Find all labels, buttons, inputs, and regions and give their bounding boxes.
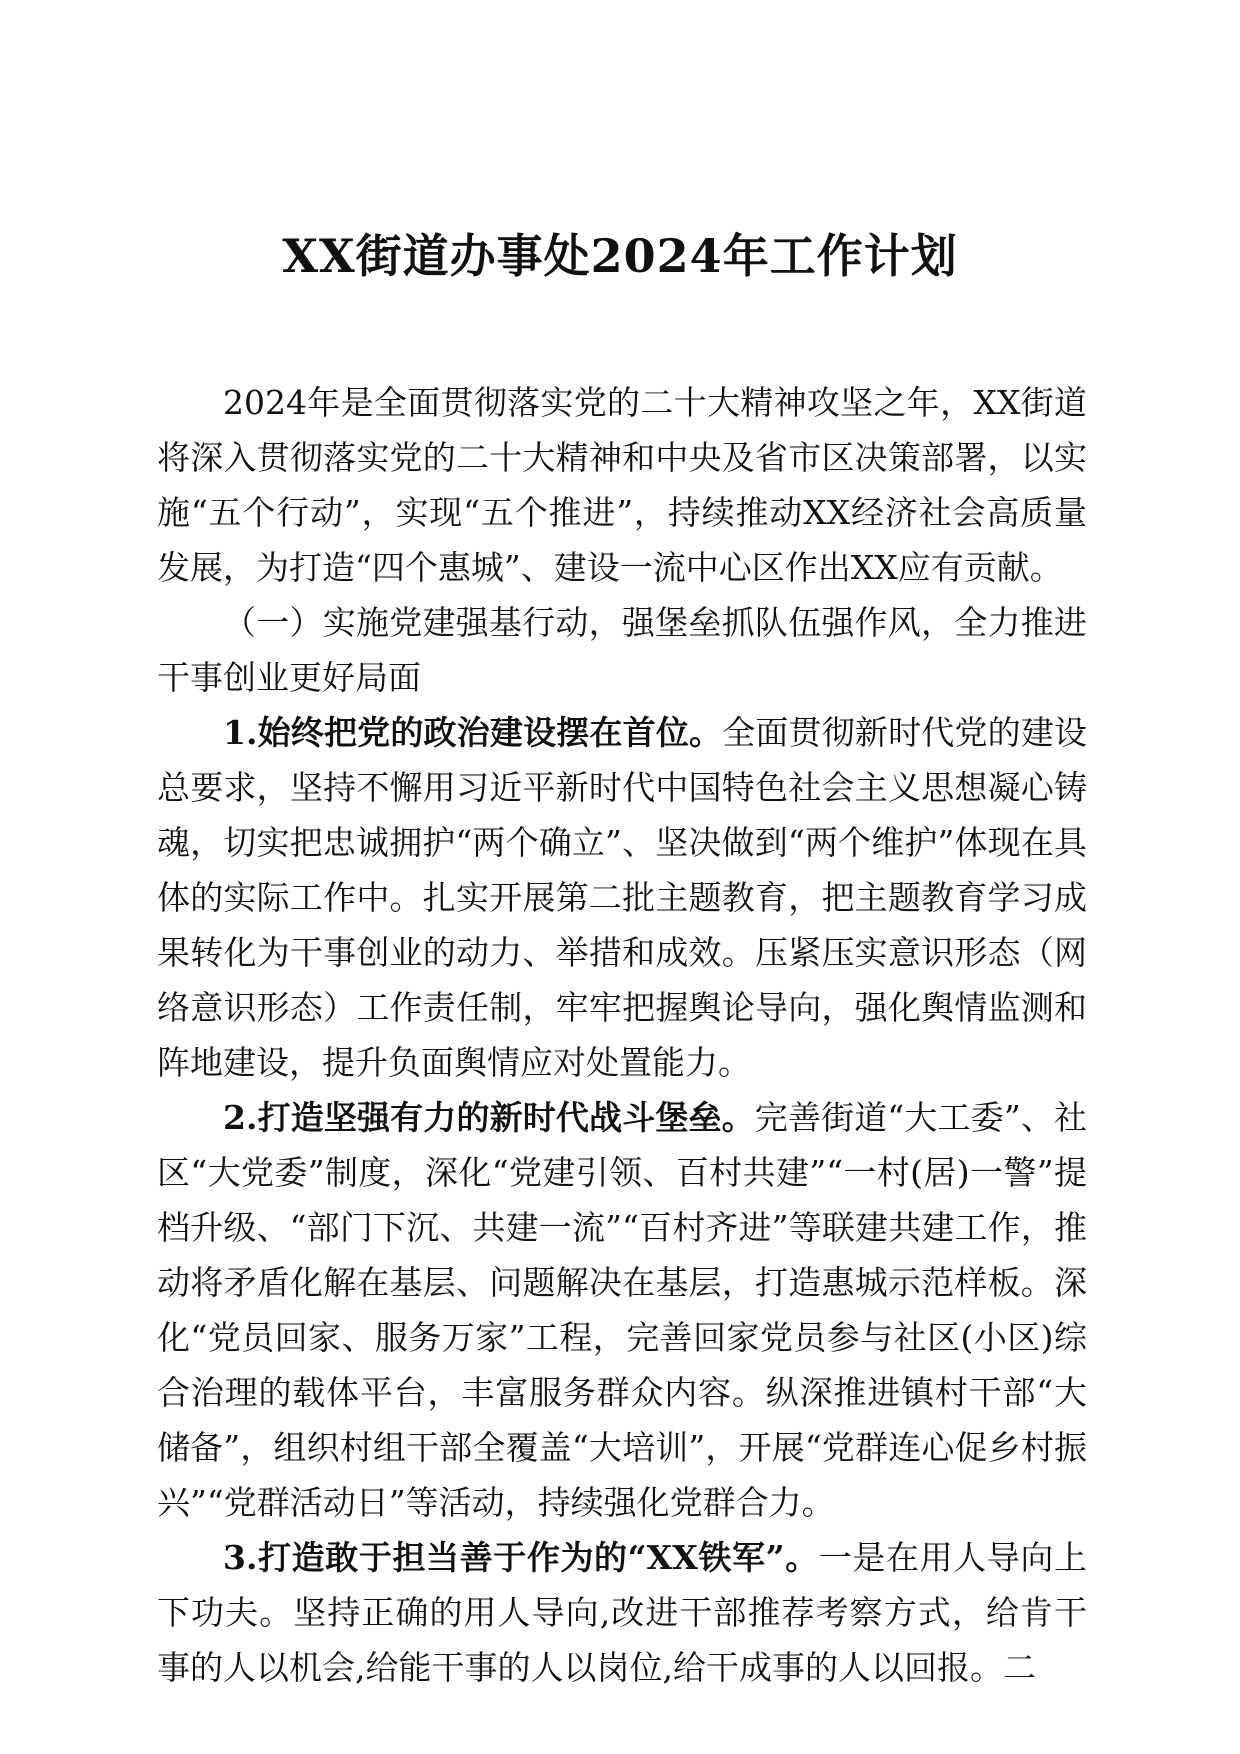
- document-title: XX街道办事处2024年工作计划: [282, 229, 958, 283]
- document-body: [157, 375, 1087, 1695]
- intro-paragraph: 2024年是全面贯彻落实党的二十大精神攻坚之年，XX街道将深入贯彻落实党的二十大精神和中央及省市区决策部署，以实施“五个行动”，实现“五个推进”，持续推动XX经济社会高质量发展，为打造“四个惠城”、建设一流中心区作出XX应有贡献。: [157, 383, 1087, 587]
- item-lead-3: 3.打造敢于担当善于作为的“XX铁军”。: [223, 1538, 819, 1577]
- item-text-1: 全面贯彻新时代党的建设总要求，坚持不懈用习近平新时代中国特色社会主义思想凝心铸魂，切实把忠诚拥护“两个确立”、坚决做到“两个维护”体现在具体的实际工作中。扎实开展第二批主题教育，把主题教育学习成果转化为干事创业的动力、举措和成效。压紧压实意识形态（网络意识形态）工作责任制，牢牢把握舆论导向，强化舆情监测和阵地建设，提升负面舆情应对处置能力。: [157, 713, 1088, 1082]
- item-lead-1: 1.始终把党的政治建设摆在首位。: [223, 713, 723, 752]
- item-text-3: 一是在用人导向上下功夫。坚持正确的用人导向,改进干部推荐考察方式，给肯干事的人以机会,给能干事的人以岗位,给干成事的人以回报。二: [157, 1538, 1088, 1687]
- item-paragraph-3: [157, 1530, 1087, 1695]
- item-text-2: 完善街道“大工委”、社区“大党委”制度，深化“党建引领、百村共建”“一村(居)一警”提档升级、“部门下沉、共建一流”“百村齐进”等联建共建工作，推动将矛盾化解在基层、问题解决在基层，打造惠城示范样板。深化“党员回家、服务万家”工程，完善回家党员参与社区(小区)综合治理的载体平台，丰富服务群众内容。纵深推进镇村干部“大储备”，组织村组干部全覆盖“大培训”，开展“党群连心促乡村振兴”“党群活动日”等活动，持续强化党群合力。: [157, 1098, 1087, 1522]
- item-lead-2: 2.打造坚强有力的新时代战斗堡垒。: [223, 1098, 755, 1137]
- item-paragraph-2: [157, 1090, 1087, 1530]
- item-paragraph-1: [157, 705, 1087, 1090]
- section-heading-1: （一）实施党建强基行动，强堡垒抓队伍强作风，全力推进干事创业更好局面: [157, 603, 1087, 697]
